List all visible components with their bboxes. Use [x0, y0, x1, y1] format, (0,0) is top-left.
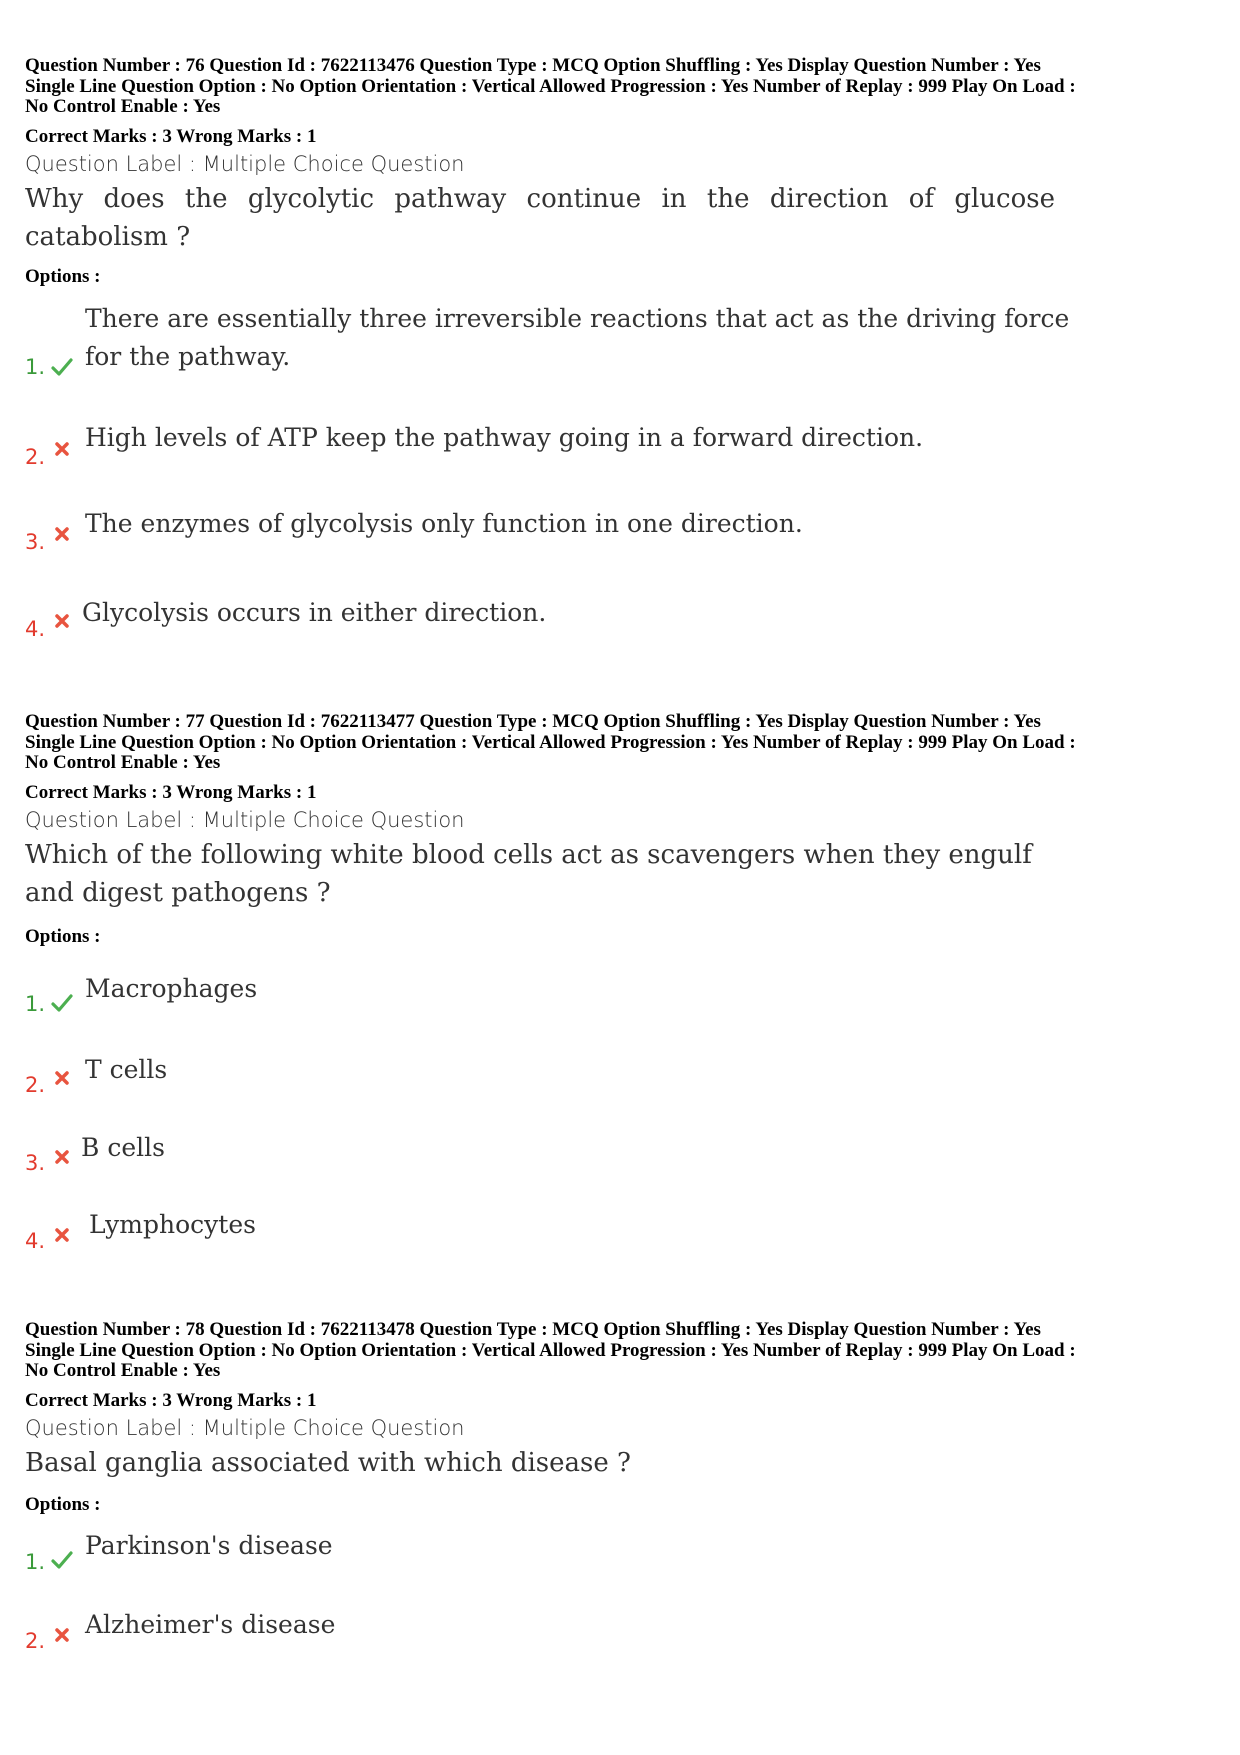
option-text: Alzheimer's disease: [85, 1610, 336, 1639]
option-item: [25, 1606, 1215, 1656]
option-text: T cells: [85, 1055, 168, 1084]
option-item: [25, 1206, 1215, 1256]
option-item: [25, 1051, 1215, 1101]
marks-line: Correct Marks : 3 Wrong Marks : 1: [25, 1389, 317, 1411]
question-label: Question Label : Multiple Choice Question: [25, 807, 465, 832]
question-text: Why does the glycolytic pathway continue in the direction of glucose catabolism ?: [25, 183, 1055, 252]
question-text: Basal ganglia associated with which disease ?: [25, 1447, 631, 1478]
meta-line: No Control Enable : Yes: [25, 96, 221, 117]
option-text: Lymphocytes: [89, 1210, 256, 1239]
option-text: The enzymes of glycolysis only function in one direction.: [85, 509, 803, 538]
meta-line: Question Number : 76 Question Id : 7622113476 Question Type : MCQ Option Shuffling : Yes Display Question Number : Yes: [25, 55, 1041, 76]
question-label: Question Label : Multiple Choice Question: [25, 151, 465, 176]
option-text: B cells: [81, 1133, 165, 1162]
page: [25, 0, 1215, 1755]
option-item: [25, 505, 1215, 555]
cross-icon: [54, 1627, 70, 1643]
question-block: [25, 1320, 1215, 1516]
marks-line: Correct Marks : 3 Wrong Marks : 1: [25, 781, 317, 803]
option-number: 2.: [25, 1073, 46, 1097]
option-number: 2.: [25, 445, 46, 469]
option-number: 3.: [25, 530, 46, 554]
meta-line: Single Line Question Option : No Option Orientation : Vertical Allowed Progression : Yes Number of Replay : 999 Play On Load :: [25, 731, 1076, 753]
check-icon: [51, 992, 73, 1014]
marks-line: Correct Marks : 3 Wrong Marks : 1: [25, 125, 317, 147]
cross-icon: [54, 1149, 70, 1165]
option-number: 1.: [25, 1550, 46, 1574]
option-text: Parkinson's disease: [85, 1531, 333, 1560]
cross-icon: [54, 441, 70, 457]
option-item: [25, 419, 1215, 469]
option-text: There are essentially three irreversible reactions that act as the driving force for the pathway.: [85, 304, 1070, 371]
option-number: 3.: [25, 1151, 46, 1175]
option-number: 1.: [25, 992, 46, 1016]
option-number: 2.: [25, 1629, 46, 1653]
question-meta: [25, 56, 1215, 118]
meta-line: Question Number : 77 Question Id : 7622113477 Question Type : MCQ Option Shuffling : Yes Display Question Number : Yes: [25, 711, 1041, 732]
question-text: Which of the following white blood cells act as scavengers when they engulf and digest pathogens ?: [25, 839, 1032, 908]
cross-icon: [54, 613, 70, 629]
meta-line: Single Line Question Option : No Option Orientation : Vertical Allowed Progression : Yes Number of Replay : 999 Play On Load :: [25, 75, 1076, 97]
meta-line: Single Line Question Option : No Option Orientation : Vertical Allowed Progression : Yes Number of Replay : 999 Play On Load :: [25, 1339, 1076, 1361]
question-meta: [25, 712, 1215, 774]
check-icon: [51, 1549, 73, 1571]
question-label: Question Label : Multiple Choice Question: [25, 1415, 465, 1440]
options-label: Options :: [25, 265, 101, 287]
option-item: [25, 970, 1215, 1020]
question-block: [25, 712, 1215, 948]
meta-line: Question Number : 78 Question Id : 7622113478 Question Type : MCQ Option Shuffling : Yes Display Question Number : Yes: [25, 1319, 1041, 1340]
question-block: [25, 56, 1215, 288]
option-item: [25, 1527, 1215, 1577]
option-item: [25, 1129, 1215, 1179]
cross-icon: [54, 526, 70, 542]
option-text: Glycolysis occurs in either direction.: [82, 598, 547, 627]
option-text: High levels of ATP keep the pathway going in a forward direction.: [85, 423, 924, 452]
cross-icon: [54, 1070, 70, 1086]
question-meta: [25, 1320, 1215, 1382]
option-number: 4.: [25, 617, 46, 641]
option-item: [25, 594, 1215, 644]
meta-line: No Control Enable : Yes: [25, 1360, 221, 1381]
option-number: 4.: [25, 1229, 46, 1253]
option-number: 1.: [25, 355, 46, 379]
check-icon: [51, 356, 73, 378]
option-text: Macrophages: [85, 974, 258, 1003]
options-label: Options :: [25, 925, 101, 947]
meta-line: No Control Enable : Yes: [25, 752, 221, 773]
option-item: [25, 300, 1215, 380]
cross-icon: [54, 1227, 70, 1243]
options-label: Options :: [25, 1493, 101, 1515]
